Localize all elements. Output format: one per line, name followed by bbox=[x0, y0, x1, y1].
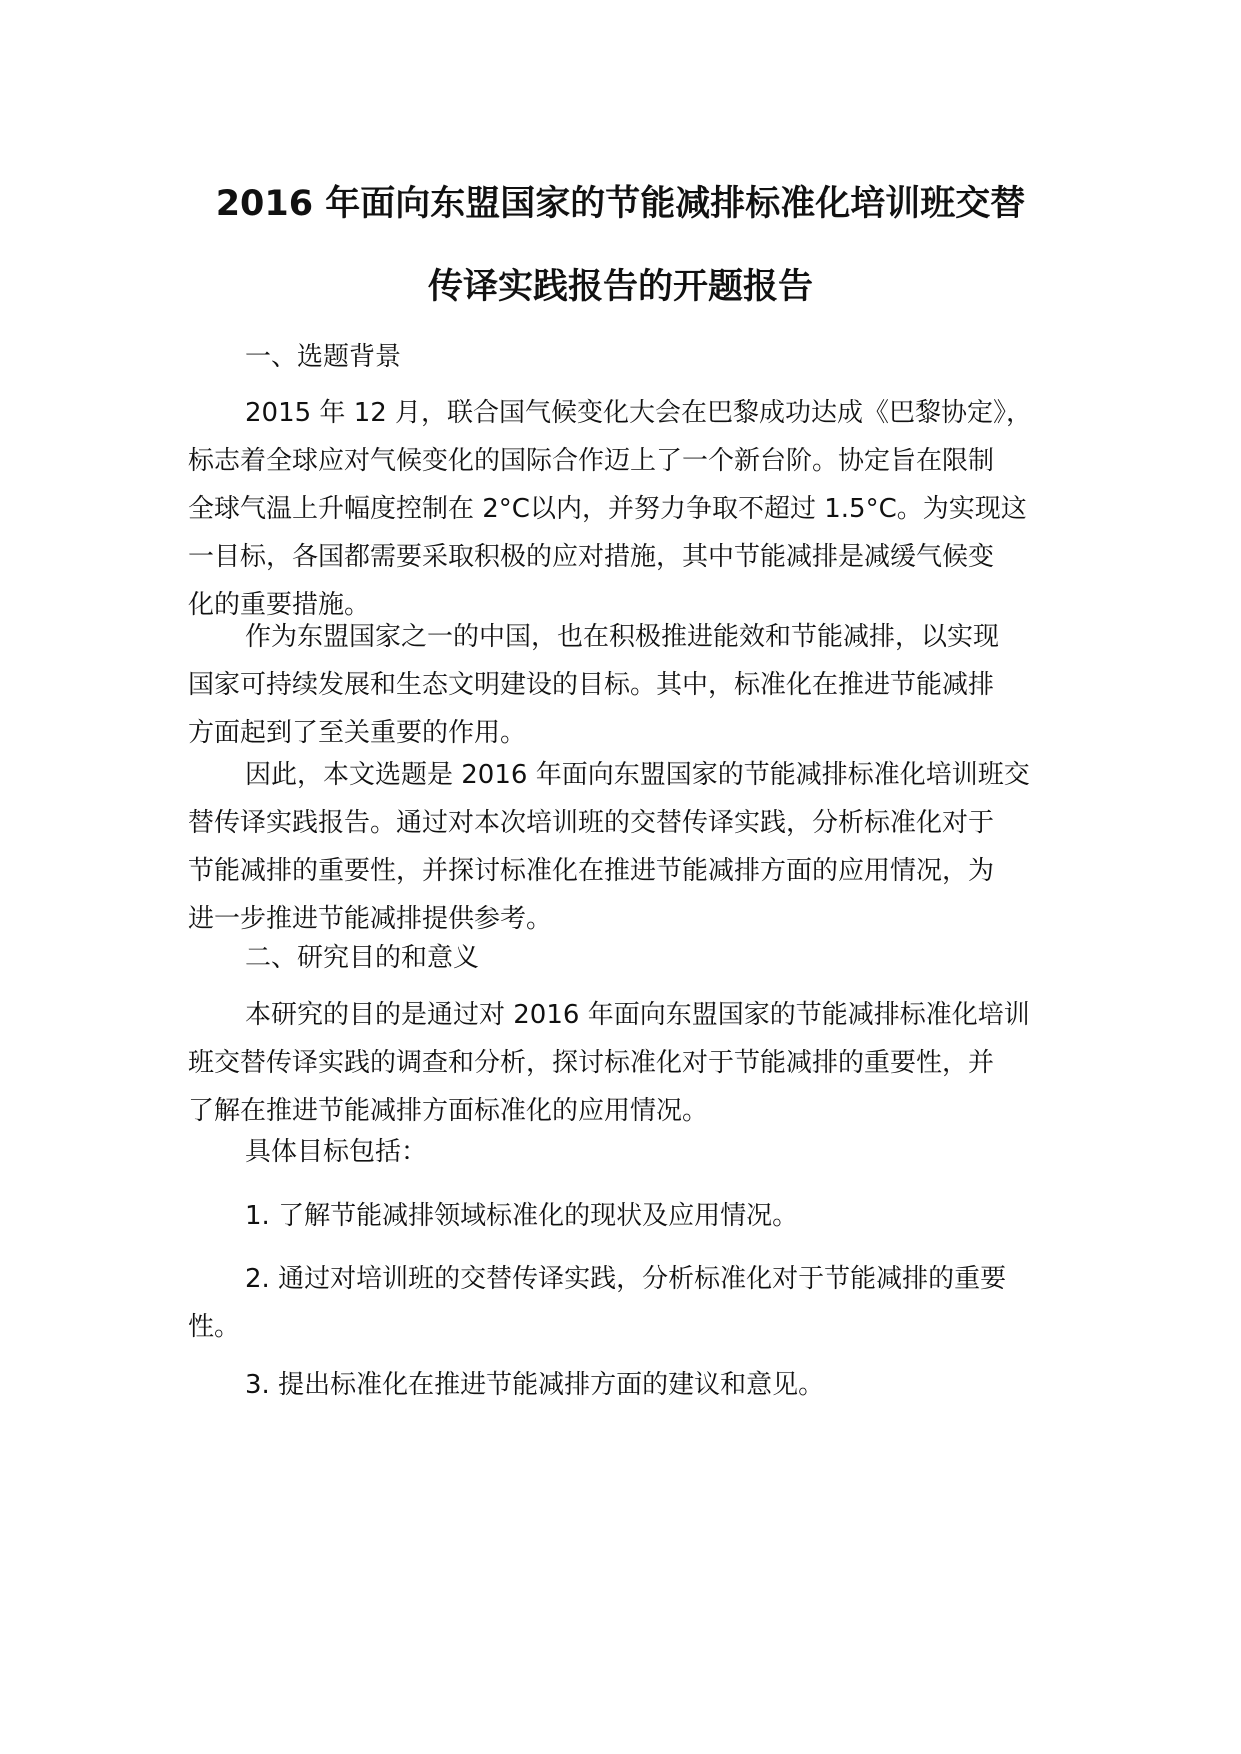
paragraph-line: 作为东盟国家之一的中国，也在积极推进能效和节能减排，以实现 bbox=[245, 622, 1000, 652]
paragraph-line: 国家可持续发展和生态文明建设的目标。其中，标准化在推进节能减排 bbox=[188, 670, 995, 700]
paragraph-line: 一目标，各国都需要采取积极的应对措施，其中节能减排是减缓气候变 bbox=[188, 542, 995, 572]
paragraph-line: 班交替传译实践的调查和分析，探讨标准化对于节能减排的重要性，并 bbox=[188, 1048, 995, 1078]
paragraph-line: 因此，本文选题是 2016 年面向东盟国家的节能减排标准化培训班交 bbox=[245, 760, 1030, 790]
section-heading-purpose: 二、研究目的和意义 bbox=[245, 943, 480, 973]
goals-intro: 具体目标包括： bbox=[245, 1137, 428, 1167]
paragraph-line: 方面起到了至关重要的作用。 bbox=[188, 718, 527, 748]
paragraph-line: 节能减排的重要性，并探讨标准化在推进节能减排方面的应用情况，为 bbox=[188, 856, 995, 886]
paragraph-line: 本研究的目的是通过对 2016 年面向东盟国家的节能减排标准化培训 bbox=[245, 1000, 1030, 1030]
paragraph-line: 化的重要措施。 bbox=[188, 590, 371, 620]
paragraph-background-3 bbox=[188, 751, 1068, 943]
document-title-line-1: 2016 年面向东盟国家的节能减排标准化培训班交替 bbox=[215, 184, 1026, 224]
paragraph-line: 全球气温上升幅度控制在 2°C以内，并努力争取不超过 1.5°C。为实现这 bbox=[188, 494, 1027, 524]
paragraph-purpose bbox=[188, 991, 1068, 1135]
paragraph-line: 了解在推进节能减排方面标准化的应用情况。 bbox=[188, 1096, 709, 1126]
paragraph-line: 替传译实践报告。通过对本次培训班的交替传译实践，分析标准化对于 bbox=[188, 808, 995, 838]
goal-item-2 bbox=[188, 1255, 1068, 1351]
paragraph-line: 2. 通过对培训班的交替传译实践，分析标准化对于节能减排的重要 bbox=[245, 1264, 1007, 1294]
paragraph-line: 2015 年 12 月，联合国气候变化大会在巴黎成功达成《巴黎协定》， bbox=[245, 398, 1033, 428]
paragraph-line: 性。 bbox=[188, 1312, 241, 1342]
goal-item-3: 3. 提出标准化在推进节能减排方面的建议和意见。 bbox=[245, 1370, 825, 1400]
document-title-line-2: 传译实践报告的开题报告 bbox=[427, 267, 813, 307]
paragraph-line: 进一步推进节能减排提供参考。 bbox=[188, 904, 553, 934]
paragraph-background-1 bbox=[188, 389, 1068, 629]
section-heading-background: 一、选题背景 bbox=[245, 342, 402, 372]
goal-item-1: 1. 了解节能减排领域标准化的现状及应用情况。 bbox=[245, 1201, 799, 1231]
paragraph-line: 标志着全球应对气候变化的国际合作迈上了一个新台阶。协定旨在限制 bbox=[188, 446, 995, 476]
paragraph-background-2 bbox=[188, 613, 1068, 757]
